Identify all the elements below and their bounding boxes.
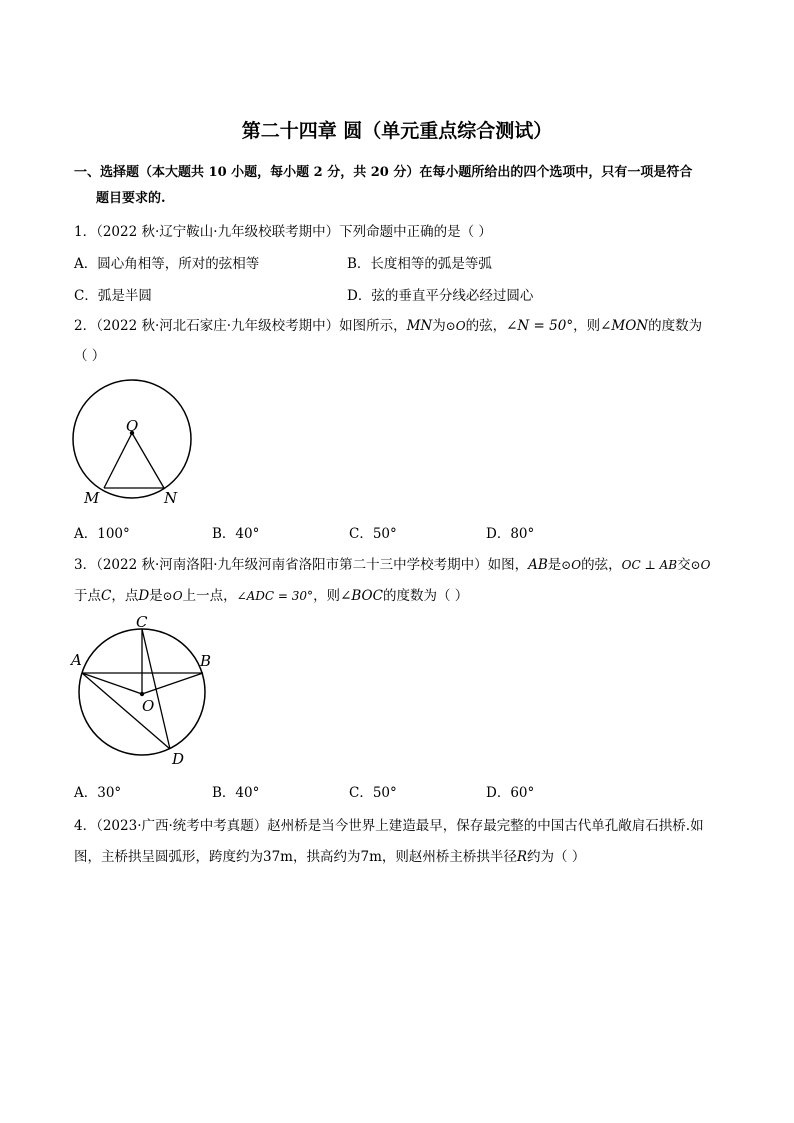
question-4-stem-text: ，拱高约为 [292,849,361,865]
segment-ob [142,673,203,694]
question-2-stem-text: 的弦， [465,318,507,334]
chord-mn: MN [406,318,433,334]
question-4-stem: 4．（2023·广西·统考中考真题）赵州桥是当今世界上建造最早，保存最完整的中国古代单孔敞肩石拱桥.如 [74,818,704,834]
label-a: A [71,651,82,669]
question-2-option-b: B．40° [212,526,260,542]
segment-cd [142,629,170,749]
page-title: 第二十四章 圆（单元重点综合测试） [241,120,553,142]
label-m: M [84,489,100,507]
radius-om [104,433,132,488]
question-1-stem: 1．（2022 秋·辽宁鞍山·九年级校联考期中）下列命题中正确的是（ ） [74,224,492,240]
question-4-stem-text: 图，主桥拱呈圆弧形，跨度约为 [74,849,263,865]
chord-ab: AB [528,557,548,573]
angle-adc: ∠ADC = 30° [236,589,314,603]
question-2-stem-text: 2．（2022 秋·河北石家庄·九年级校考期中）如图所示， [74,318,407,334]
question-3-option-a: A．30° [74,785,122,801]
question-3-stem-text: 的弦， [581,557,622,573]
circle-o-symbol: ⊙O [445,319,466,333]
label-n: N [164,489,178,507]
question-4-stem-text: ，则赵州桥主桥拱半径 [381,849,517,865]
question-2-paren: （ ） [74,348,106,364]
label-o: O [142,697,155,715]
question-2-option-d: D．80° [486,526,535,542]
question-1-option-b: B．长度相等的弧是等弧 [347,256,492,272]
question-1-option-a: A．圆心角相等，所对的弦相等 [74,256,260,272]
section-heading-line1: 一、选择题（本大题共 10 小题，每小题 2 分，共 20 分）在每小题所给出的四个选项中，只有一项是符合 [74,165,693,180]
question-2-stem [74,314,702,334]
point-d: D [138,588,150,604]
question-3-stem-text: 交 [677,557,691,573]
question-2-figure [60,372,210,512]
center-point [140,692,144,696]
question-3-option-c: C．50° [349,785,397,801]
question-3-stem-text: 的度数为（ ） [382,588,469,604]
question-3-stem-text: 是 [547,557,562,573]
question-1-option-d: D．弦的垂直平分线必经过圆心 [347,288,534,304]
question-3-stem-text: 于点 [74,588,101,604]
question-2-stem-text: 为 [432,318,446,334]
radius-on [132,433,164,488]
question-2-option-c: C．50° [349,526,397,542]
question-3-stem [74,553,710,573]
label-d: D [172,750,185,768]
question-3-option-d: D．60° [486,785,535,801]
point-c: C [101,588,112,604]
question-3-option-b: B．40° [212,785,260,801]
span-value: 37m [263,849,293,865]
question-2-stem-text: ，则 [573,318,601,334]
angle-n: ∠N = 50° [506,318,574,334]
question-3-stem-text: 是 [149,588,163,604]
question-2-option-a: A．100° [74,526,130,542]
label-o: O [126,417,139,435]
angle-boc: ∠BOC [340,588,383,604]
question-3-stem-line2 [74,584,468,604]
question-4-stem-line2 [74,845,585,865]
section-heading-line2: 题目要求的. [96,191,166,206]
circle-o-symbol: ⊙O [561,558,582,572]
segment-ad [82,673,170,749]
question-4-stem-text: 约为（ ） [527,849,586,865]
perpendicular-oc-ab: OC ⊥ AB [621,558,678,572]
label-c: C [136,613,148,631]
question-3-stem-text: ，点 [111,588,139,604]
segment-ao [82,673,142,694]
question-2-stem-text: 的度数为 [648,318,703,334]
question-3-figure [60,608,230,778]
circle-o-symbol: ⊙O [690,558,711,572]
label-b: B [200,652,212,670]
angle-mon: ∠MON [600,318,649,334]
circle-o-symbol: ⊙O [162,589,183,603]
question-1-option-c: C．弧是半圆 [74,288,152,304]
radius-r: R [516,849,528,865]
question-3-stem-text: 上一点， [182,588,237,604]
circle-o [73,380,191,498]
question-3-stem-text: ，则 [313,588,341,604]
question-3-stem-text: 3．（2022 秋·河南洛阳·九年级河南省洛阳市第二十三中学校考期中）如图， [74,557,529,573]
height-value: 7m [360,849,382,865]
